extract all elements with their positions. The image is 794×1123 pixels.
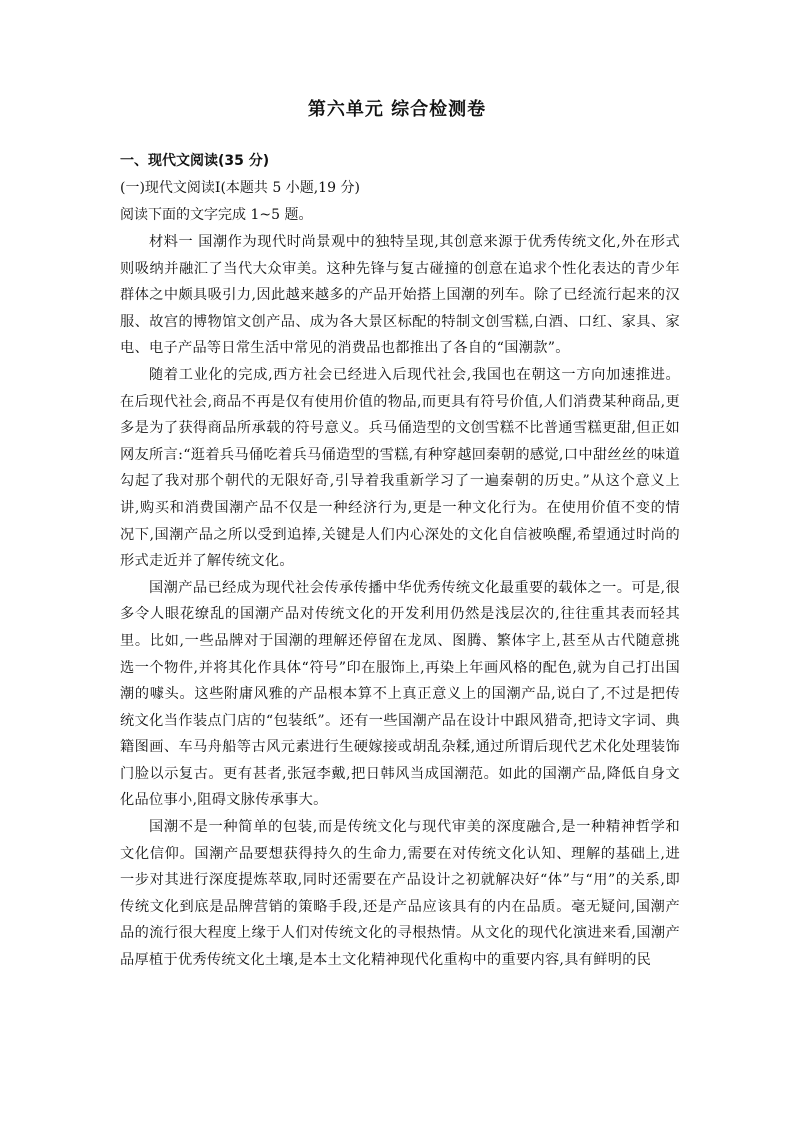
reading-instruction: 阅读下面的文字完成 1~5 题。 xyxy=(120,207,313,223)
paragraph-1: 材料一 国潮作为现代时尚景观中的独特呈现,其创意来源于优秀传统文化,外在形式则吸纳并融汇了当代大众审美。这种先锋与复古碰撞的创意在追求个性化表达的青少年群体之中颇具吸引力,因此越来越多的产品开始搭上国潮的列车。除了已经流行起来的汉服、故宫的博物馆文创产品、成为各大景区标配的特制文创雪糕,白酒、口红、家具、家电、电子产品等日常生活中常见的消费品也都推出了各自的“国潮款”。 xyxy=(120,234,680,357)
paragraph-3: 国潮产品已经成为现代社会传承传播中华优秀传统文化最重要的载体之一。可是,很多令人眼花缭乱的国潮产品对传统文化的开发利用仍然是浅层次的,往往重其表而轻其里。比如,一些品牌对于国潮的理解还停留在龙凤、图腾、繁体字上,甚至从古代随意挑选一个物件,并将其化作具体“符号”印在服饰上,再染上年画风格的配色,就为自己打出国潮的噱头。这些附庸风雅的产品根本算不上真正意义上的国潮产品,说白了,不过是把传统文化当作装点门店的“包装纸”。还有一些国潮产品在设计中跟风猎奇,把诗文字词、典籍图画、车马舟船等古风元素进行生硬嫁接或胡乱杂糅,通过所谓后现代艺术化处理装饰门脸以示复古。更有甚者,张冠李戴,把日韩风当成国潮范。如此的国潮产品,降低自身文化品位事小,阻碍文脉传承事大。 xyxy=(120,579,680,809)
subsection-heading: (一)现代文阅读Ⅰ(本题共 5 小题,19 分) xyxy=(120,180,360,196)
page-title: 第六单元 综合检测卷 xyxy=(307,99,487,120)
section-heading: 一、现代文阅读(35 分) xyxy=(120,153,270,169)
document-body xyxy=(120,148,680,974)
paragraph-2: 随着工业化的完成,西方社会已经进入后现代社会,我国也在朝这一方向加速推进。在后现代社会,商品不再是仅有使用价值的物品,而更具有符号价值,人们消费某种商品,更多是为了获得商品所承载的符号意义。兵马俑造型的文创雪糕不比普通雪糕更甜,但正如网友所言:“逛着兵马俑吃着兵马俑造型的雪糕,有种穿越回秦朝的感觉,口中甜丝丝的味道勾起了我对那个朝代的无限好奇,引导着我重新学习了一遍秦朝的历史。”从这个意义上讲,购买和消费国潮产品不仅是一种经济行为,更是一种文化行为。在使用价值不变的情况下,国潮产品之所以受到追捧,关键是人们内心深处的文化自信被唤醒,希望通过时尚的形式走近并了解传统文化。 xyxy=(120,366,680,570)
paragraph-4: 国潮不是一种简单的包装,而是传统文化与现代审美的深度融合,是一种精神哲学和文化信仰。国潮产品要想获得持久的生命力,需要在对传统文化认知、理解的基础上,进一步对其进行深度提炼萃取,同时还需要在产品设计之初就解决好“体”与“用”的关系,即传统文化到底是品牌营销的策略手段,还是产品应该具有的内在品质。毫无疑问,国潮产品的流行很大程度上缘于人们对传统文化的寻根热情。从文化的现代化演进来看,国潮产品厚植于优秀传统文化土壤,是本土文化精神现代化重构中的重要内容,具有鲜明的民 xyxy=(120,819,680,969)
